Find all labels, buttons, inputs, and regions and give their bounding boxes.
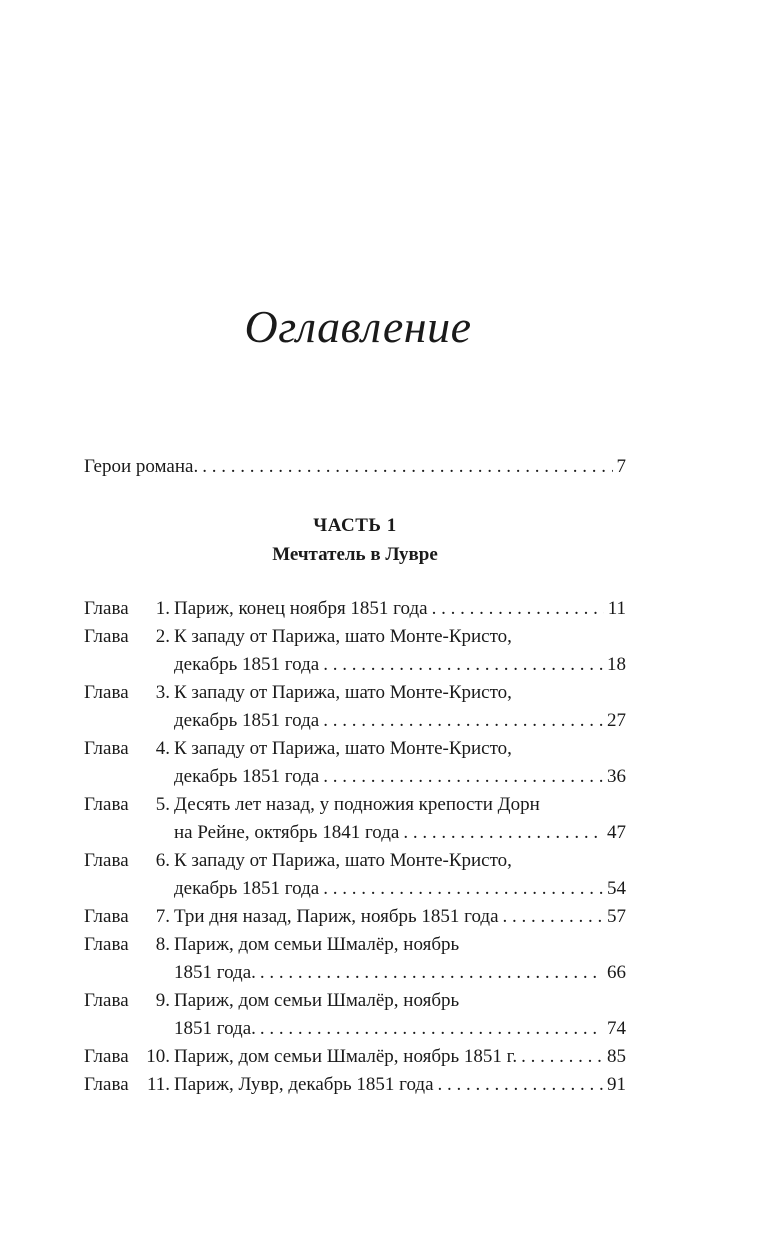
chapter-title [174,1043,626,1071]
toc-entry-label: Герои романа. [84,456,199,477]
chapter-title-line: Париж, дом семьи Шмалёр, ноябрь [174,934,460,955]
toc-page-number: 54 [607,878,626,899]
chapter-title-text: декабрь 1851 года [174,878,320,899]
toc-entry-chapter-7[interactable] [84,903,626,931]
chapter-title-text: декабрь 1851 года [174,766,320,787]
toc-page-number: 47 [607,822,626,843]
chapter-title [174,735,626,791]
chapter-word: Глава [84,626,129,647]
toc-page-number: 36 [607,766,626,787]
chapter-title-line: К западу от Парижа, шато Монте-Кристо, [174,738,512,759]
chapter-word: Глава [84,794,129,815]
chapter-word: Глава [84,598,129,619]
chapter-title [174,679,626,735]
toc-entry-chapter-2[interactable] [84,623,626,679]
leader-dots [403,819,603,847]
leader-dots [202,453,612,481]
toc-entry-chapter-11[interactable] [84,1071,626,1099]
toc-page-number: 18 [607,654,626,675]
chapter-title [174,1071,626,1099]
chapter-title [174,903,626,931]
toc-entry-chapter-9[interactable] [84,987,626,1043]
chapter-word: Глава [84,850,129,871]
chapter-title [174,931,626,987]
toc-page-number: 7 [616,456,626,477]
toc-page-number: 27 [607,710,626,731]
chapter-number: 1. [155,598,170,619]
leader-dots [323,707,603,735]
toc-entry-chapter-1[interactable] [84,595,626,623]
chapter-title-line [174,595,626,623]
chapter-title-line [174,1071,626,1099]
chapter-title [174,595,626,623]
chapter-word: Глава [84,1074,129,1095]
toc-title: Оглавление [244,301,472,352]
part-label: ЧАСТЬ 1 [313,515,397,536]
chapter-word: Глава [84,682,129,703]
chapter-title-text: на Рейне, октябрь 1841 года [174,822,400,843]
chapter-number: 9. [155,990,170,1011]
chapter-title-text: декабрь 1851 года [174,710,320,731]
chapter-title-line [174,1015,626,1043]
chapter-title-line [174,819,626,847]
chapter-number: 8. [155,934,170,955]
toc-page-number: 85 [607,1046,626,1067]
chapter-number: 2. [155,626,170,647]
chapter-title-line: Десять лет назад, у подножия крепости Дорн [174,794,540,815]
leader-dots [323,763,603,791]
toc-page-number: 74 [607,1018,626,1039]
chapter-title-line [174,903,626,931]
chapter-number: 10. [146,1046,170,1067]
leader-dots [260,959,603,987]
chapter-title-text: Париж, Лувр, декабрь 1851 года [174,1074,434,1095]
chapter-title-line: К западу от Парижа, шато Монте-Кристо, [174,682,512,703]
toc-entry-chapter-6[interactable] [84,847,626,903]
toc-entry-chapter-8[interactable] [84,931,626,987]
leader-dots [521,1043,603,1071]
chapter-number: 11. [146,1074,170,1095]
chapter-title-line [174,707,626,735]
leader-dots [432,595,604,623]
chapter-list [84,595,626,1099]
chapter-title [174,987,626,1043]
chapter-title-line [174,763,626,791]
chapter-word: Глава [84,990,129,1011]
leader-dots [323,651,603,679]
chapter-number: 3. [155,682,170,703]
chapter-title-line: К западу от Парижа, шато Монте-Кристо, [174,626,512,647]
toc-entry-chapter-4[interactable] [84,735,626,791]
chapter-word: Глава [84,738,129,759]
toc-page-number: 91 [607,1074,626,1095]
chapter-number: 7. [155,906,170,927]
chapter-title-line [174,651,626,679]
chapter-title [174,623,626,679]
chapter-word: Глава [84,1046,129,1067]
chapter-title-text: декабрь 1851 года [174,654,320,675]
chapter-title-text: Париж, конец ноября 1851 года [174,598,428,619]
toc-entry-chapter-10[interactable] [84,1043,626,1071]
toc-page-number: 11 [607,598,626,619]
chapter-title-line [174,875,626,903]
chapter-title-line: Париж, дом семьи Шмалёр, ноябрь [174,990,460,1011]
toc-entry-chapter-3[interactable] [84,679,626,735]
chapter-title [174,791,626,847]
chapter-title-text: Париж, дом семьи Шмалёр, ноябрь 1851 г. [174,1046,518,1067]
chapter-title-line [174,1043,626,1071]
chapter-title-line: К западу от Парижа, шато Монте-Кристо, [174,850,512,871]
chapter-word: Глава [84,934,129,955]
leader-dots [323,875,603,903]
leader-dots [438,1071,603,1099]
part-subtitle: Мечтатель в Лувре [272,544,438,565]
part-heading [84,511,626,569]
toc-entry-intro[interactable] [84,453,626,481]
chapter-title-text: Три дня назад, Париж, ноябрь 1851 года [174,906,499,927]
leader-dots [260,1015,603,1043]
table-of-contents [84,453,626,1099]
chapter-number: 4. [155,738,170,759]
chapter-number: 5. [155,794,170,815]
leader-dots [503,903,603,931]
toc-entry-chapter-5[interactable] [84,791,626,847]
chapter-word: Глава [84,906,129,927]
chapter-number: 6. [155,850,170,871]
toc-page-number: 57 [607,906,626,927]
chapter-title-text: 1851 года. [174,962,256,983]
chapter-title-line [174,959,626,987]
chapter-title-text: 1851 года. [174,1018,256,1039]
toc-page-number: 66 [607,962,626,983]
chapter-title [174,847,626,903]
